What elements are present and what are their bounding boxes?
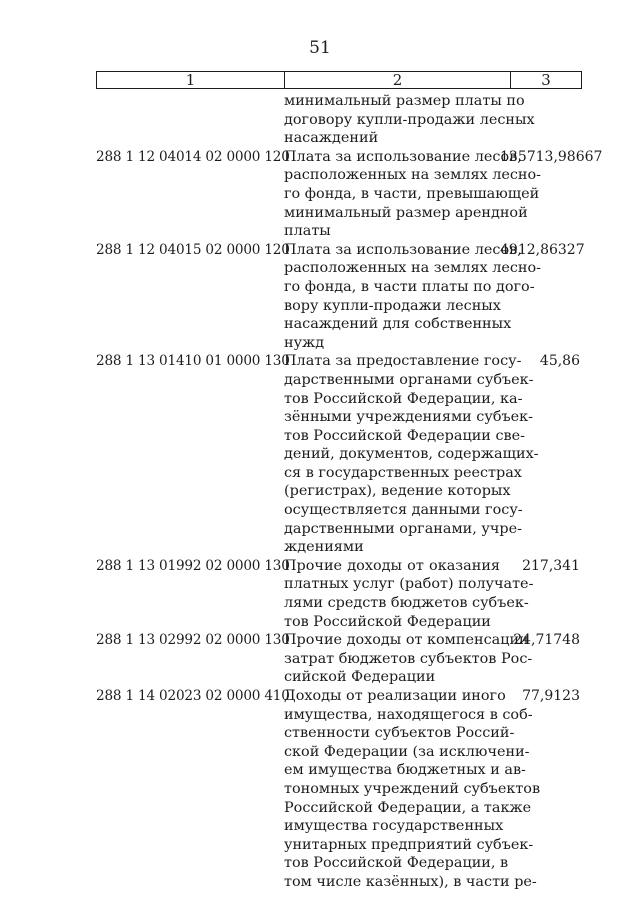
description-line: осуществляется данными госу- <box>284 502 523 519</box>
column-header-description: 2 <box>285 72 511 88</box>
description-line: расположенных на землях лесно- <box>284 260 542 277</box>
classification-code: 288 1 12 04014 02 0000 120 <box>96 148 290 165</box>
page-number: 51 <box>309 38 331 58</box>
table-row <box>96 148 603 241</box>
income-description <box>284 557 534 631</box>
description-line: затрат бюджетов субъектов Рос- <box>284 650 533 667</box>
description-line: том числе казённых), в части ре- <box>284 873 537 890</box>
income-description <box>284 92 535 148</box>
description-line: минимальный размер арендной <box>284 204 528 221</box>
description-line: Прочие доходы от компенсации <box>284 632 529 649</box>
income-description <box>284 687 541 892</box>
description-line: тов Российской Федерации, ка- <box>284 390 523 407</box>
description-line: го фонда, в части платы по дого- <box>284 278 535 295</box>
column-header-amount: 3 <box>541 71 551 89</box>
description-line: имущества, находящегося в соб- <box>284 706 533 723</box>
description-line: тов Российской Федерации све- <box>284 427 526 444</box>
table-header <box>96 71 582 89</box>
description-line: Плата за использование лесов, <box>284 148 522 165</box>
description-line: ской Федерации (за исключени- <box>284 743 530 760</box>
description-line: имущества государственных <box>284 818 504 835</box>
description-line: ственности субъектов Россий- <box>284 725 515 742</box>
income-description <box>284 241 542 353</box>
description-line: зёнными учреждениями субъек- <box>284 409 534 426</box>
table-row <box>96 92 582 148</box>
table-row <box>96 557 582 631</box>
description-line: вору купли-продажи лесных <box>284 297 501 314</box>
description-line: нужд <box>284 334 325 351</box>
amount-value: 135713,98667 <box>500 148 603 165</box>
description-line: Прочие доходы от оказания <box>284 557 500 574</box>
description-line: дарственными органами субъек- <box>284 371 534 388</box>
description-line: (регистрах), ведение которых <box>284 483 511 500</box>
amount-value: 24,71748 <box>513 632 580 649</box>
classification-code: 288 1 14 02023 02 0000 410 <box>96 688 290 704</box>
classification-code: 288 1 13 01992 02 0000 130 <box>96 557 290 574</box>
description-line: насаждений для собственных <box>284 316 512 333</box>
description-line: насаждений <box>284 130 379 147</box>
income-description <box>284 352 539 557</box>
amount-value: 217,341 <box>522 557 580 574</box>
table-row <box>96 631 582 687</box>
description-line: тономных учреждений субъектов <box>284 780 541 797</box>
description-line: договору купли-продажи лесных <box>284 111 535 128</box>
description-line: Российской Федерации, а также <box>284 799 532 816</box>
description-line: лями средств бюджетов субъек- <box>284 595 529 612</box>
description-line: дарственными органами, учре- <box>284 520 522 537</box>
column-header-code: 1 <box>97 72 285 88</box>
description-line: тов Российской Федерации, в <box>284 855 509 872</box>
table-row <box>96 687 582 892</box>
description-line: ем имущества бюджетных и ав- <box>284 762 526 779</box>
income-description <box>284 148 542 241</box>
description-line: платы <box>284 223 331 240</box>
table-row <box>96 241 585 353</box>
table-row <box>96 352 582 557</box>
description-line: минимальный размер платы по <box>284 93 525 109</box>
description-line: Плата за предоставление госу- <box>284 353 522 370</box>
description-line: тов Российской Федерации <box>284 613 491 630</box>
description-line: Доходы от реализации иного <box>284 688 506 704</box>
classification-code: 288 1 12 04015 02 0000 120 <box>96 241 290 258</box>
description-line: унитарных предприятий субъек- <box>284 836 534 853</box>
description-line: го фонда, в части, превышающей <box>284 185 540 202</box>
description-line: расположенных на землях лесно- <box>284 167 542 184</box>
description-line: ся в государственных реестрах <box>284 464 522 481</box>
description-line: платных услуг (работ) получате- <box>284 576 534 593</box>
table-body <box>96 92 603 892</box>
description-line: ждениями <box>284 539 364 556</box>
amount-value: 4912,86327 <box>500 241 585 258</box>
description-line: сийской Федерации <box>284 669 436 686</box>
classification-code: 288 1 13 02992 02 0000 130 <box>96 632 290 649</box>
amount-value: 45,86 <box>539 353 580 370</box>
amount-value: 77,9123 <box>522 688 580 704</box>
classification-code: 288 1 13 01410 01 0000 130 <box>96 353 290 370</box>
description-line: Плата за использование лесов, <box>284 241 522 258</box>
description-line: дений, документов, содержащих- <box>284 446 539 463</box>
income-description <box>284 631 533 687</box>
